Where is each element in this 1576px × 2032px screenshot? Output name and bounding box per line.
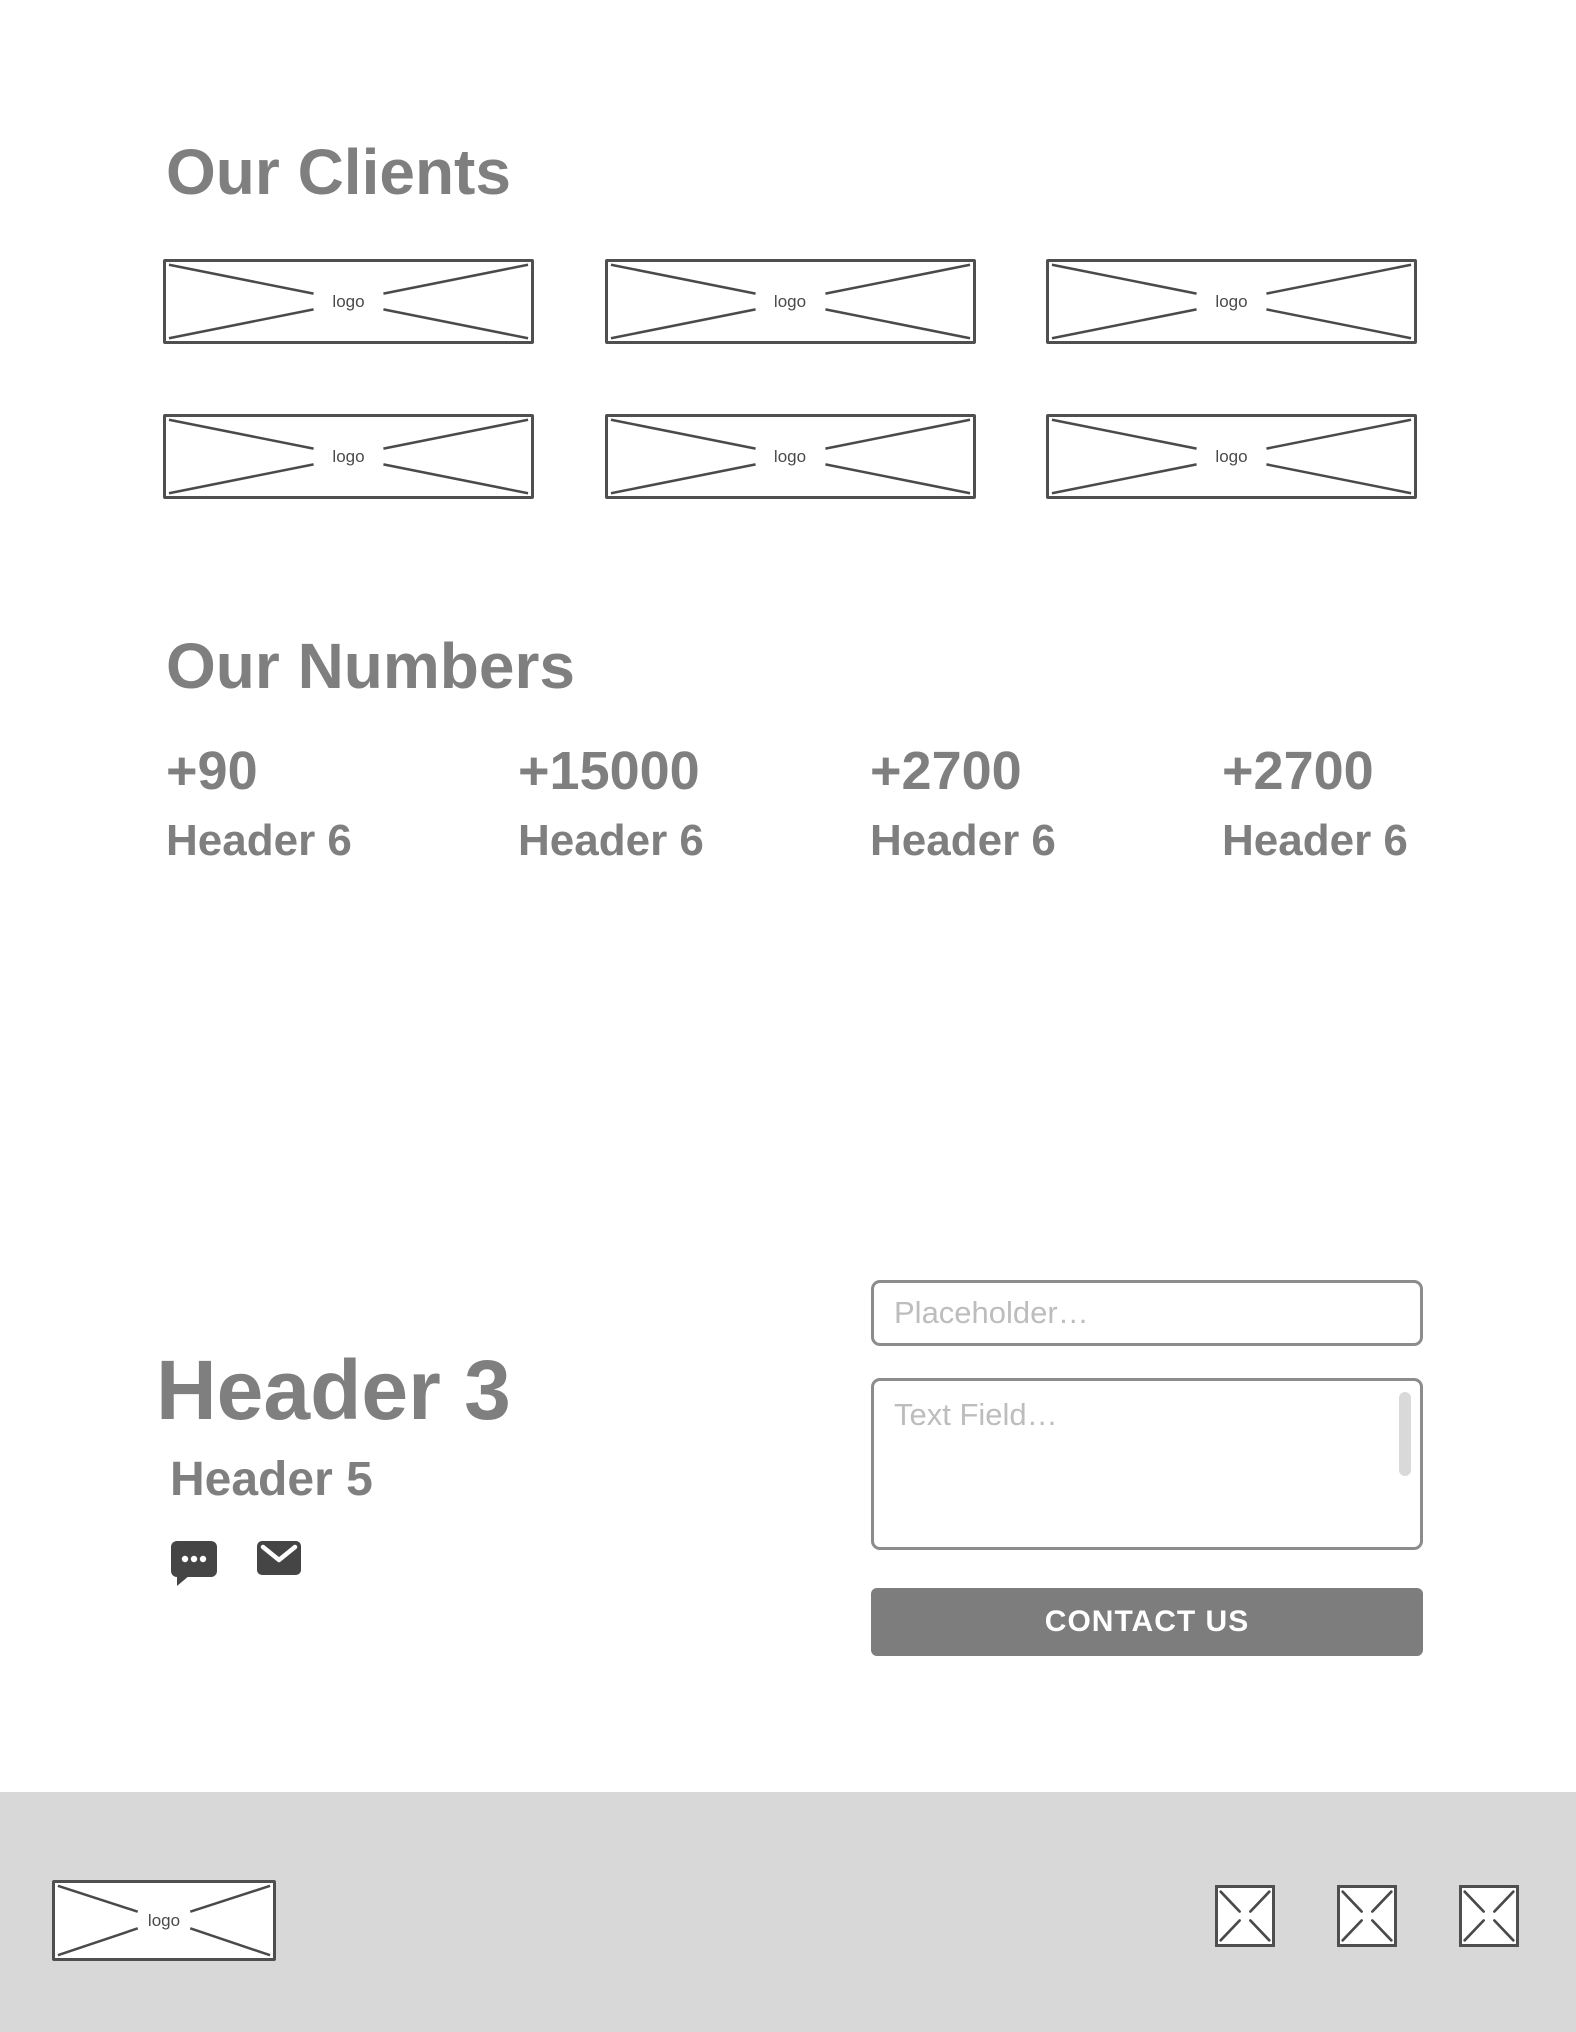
logo-label: logo	[773, 446, 807, 466]
client-logo-grid	[163, 259, 1417, 499]
stat-label: Header 6	[870, 816, 1056, 866]
footer-logo-placeholder[interactable]	[52, 1880, 276, 1961]
client-logo-placeholder	[163, 259, 534, 344]
stat-value: +90	[166, 741, 258, 801]
contact-textarea-wrap	[871, 1378, 1423, 1550]
footer-image-placeholder[interactable]	[1337, 1885, 1397, 1947]
placeholder-cross-icon	[1462, 1888, 1516, 1944]
stat-value: +2700	[870, 741, 1022, 801]
contact-input[interactable]	[871, 1280, 1423, 1346]
contact-us-button[interactable]: CONTACT US	[871, 1588, 1423, 1656]
stat-item	[1222, 742, 1574, 866]
stats-row	[166, 742, 1574, 866]
stat-value: +15000	[518, 741, 700, 801]
contact-form	[871, 1280, 1423, 1656]
placeholder-cross-icon	[1218, 1888, 1272, 1944]
stat-item	[870, 742, 1222, 866]
textarea-scrollbar[interactable]	[1399, 1392, 1411, 1476]
client-logo-placeholder	[1046, 259, 1417, 344]
logo-label: logo	[147, 1910, 181, 1930]
logo-label: logo	[773, 291, 807, 311]
footer-image-placeholder[interactable]	[1215, 1885, 1275, 1947]
client-logo-placeholder	[1046, 414, 1417, 499]
stat-item	[166, 742, 518, 866]
stat-value: +2700	[1222, 741, 1374, 801]
contact-subheading: Header 5	[170, 1453, 373, 1506]
footer	[0, 1792, 1576, 2032]
placeholder-cross-icon	[1340, 1888, 1394, 1944]
contact-textarea[interactable]	[871, 1378, 1423, 1550]
stat-label: Header 6	[166, 816, 352, 866]
logo-label: logo	[332, 446, 365, 466]
client-logo-placeholder	[605, 414, 976, 499]
logo-label: logo	[332, 291, 365, 311]
footer-image-placeholders	[1215, 1885, 1519, 1947]
stat-label: Header 6	[518, 816, 704, 866]
contact-info-block	[156, 1343, 776, 1591]
mail-icon[interactable]	[256, 1540, 302, 1581]
clients-section-title: Our Clients	[166, 136, 511, 208]
client-logo-placeholder	[605, 259, 976, 344]
numbers-section-title: Our Numbers	[166, 630, 575, 702]
contact-heading: Header 3	[156, 1343, 511, 1437]
client-logo-placeholder	[163, 414, 534, 499]
footer-image-placeholder[interactable]	[1459, 1885, 1519, 1947]
stat-item	[518, 742, 870, 866]
logo-label: logo	[1215, 446, 1248, 466]
chat-icon[interactable]	[170, 1540, 218, 1591]
contact-icons-row	[170, 1540, 776, 1591]
stat-label: Header 6	[1222, 816, 1408, 866]
logo-label: logo	[1215, 291, 1248, 311]
